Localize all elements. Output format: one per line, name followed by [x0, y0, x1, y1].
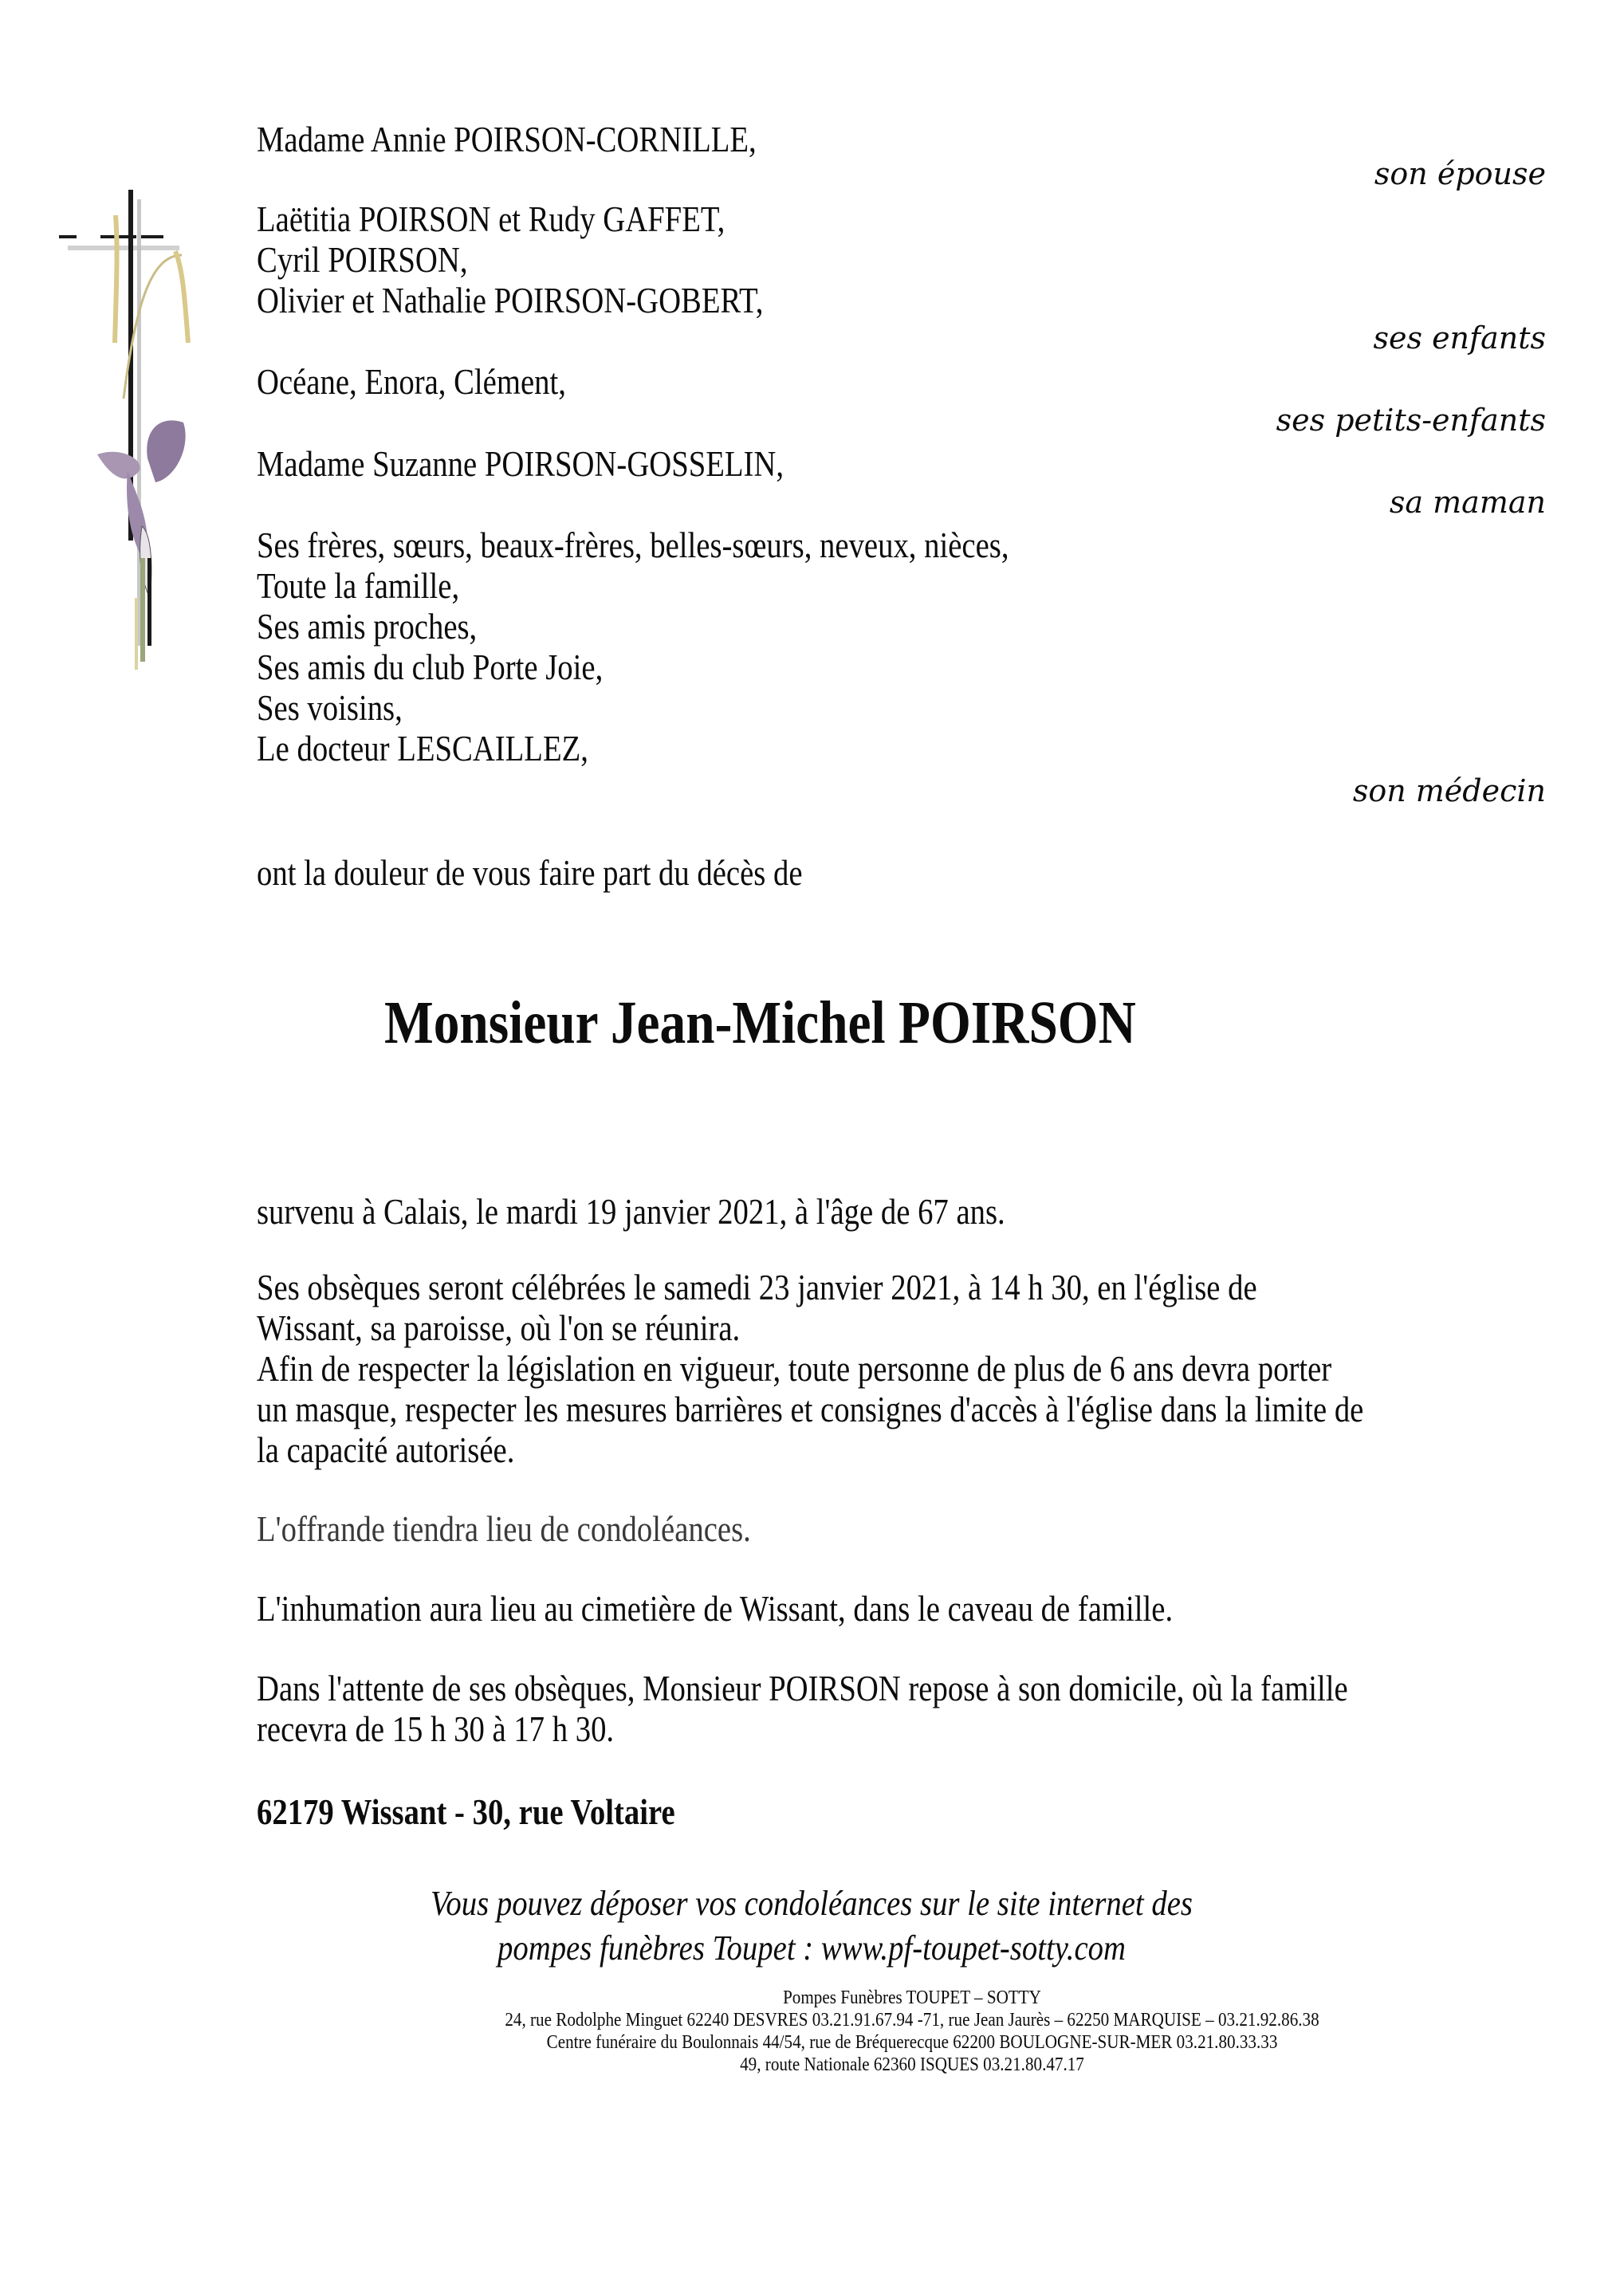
family-member-line: Ses amis du club Porte Joie, [257, 647, 604, 687]
funeral-home-address-line: 24, rue Rodolphe Minguet 62240 DESVRES 03.21.91.67.94 -71, rue Jean Jaurès – 62250 MARQUISE – 03.21.92.86.38 [505, 2010, 1319, 2031]
family-member-line: Cyril POIRSON, [257, 240, 468, 280]
offering-text: L'offrande tiendra lieu de condoléances. [257, 1509, 751, 1549]
visitation-line: recevra de 15 h 30 à 17 h 30. [257, 1709, 615, 1749]
funeral-home-address-line: Centre funéraire du Boulonnais 44/54, rue de Bréquerecque 62200 BOULOGNE-SUR-MER 03.21.80.33.33 [546, 2032, 1278, 2053]
family-member-line: Le docteur LESCAILLEZ, [257, 729, 588, 769]
condolences-line: pompes funèbres Toupet : www.pf-toupet-sotty.com [497, 1928, 1126, 1968]
funeral-details-line: Afin de respecter la législation en vigueur, toute personne de plus de 6 ans devra porter [257, 1349, 1332, 1389]
relationship-label: sa maman [1389, 485, 1546, 520]
home-address: 62179 Wissant - 30, rue Voltaire [257, 1792, 675, 1832]
family-member-line: Madame Suzanne POIRSON-GOSSELIN, [257, 444, 784, 484]
family-member-line: Océane, Enora, Clément, [257, 362, 566, 402]
relationship-label: son médecin [1352, 773, 1546, 808]
death-details: survenu à Calais, le mardi 19 janvier 2021, à l'âge de 67 ans. [257, 1192, 1005, 1232]
relationship-label: son épouse [1374, 156, 1546, 191]
condolences-line: Vous pouvez déposer vos condoléances sur le site internet des [431, 1884, 1193, 1923]
family-member-line: Madame Annie POIRSON-CORNILLE, [257, 120, 757, 159]
family-member-line: Ses frères, sœurs, beaux-frères, belles-sœurs, neveux, nièces, [257, 525, 1009, 565]
family-member-line: Olivier et Nathalie POIRSON-GOBERT, [257, 281, 764, 320]
funeral-home-address-line: 49, route Nationale 62360 ISQUES 03.21.80.47.17 [740, 2054, 1084, 2075]
family-member-line: Ses amis proches, [257, 607, 478, 647]
funeral-details-line: la capacité autorisée. [257, 1430, 515, 1470]
family-member-line: Laëtitia POIRSON et Rudy GAFFET, [257, 199, 725, 239]
deceased-name: Monsieur Jean-Michel POIRSON [384, 989, 1136, 1056]
relationship-label: ses enfants [1373, 320, 1546, 356]
cross-with-calla-lily-and-wheat-icon [48, 183, 191, 678]
family-member-line: Ses voisins, [257, 688, 403, 728]
funeral-home-name: Pompes Funèbres TOUPET – SOTTY [783, 1987, 1041, 2008]
funeral-details-line: un masque, respecter les mesures barrières et consignes d'accès à l'église dans la limite de [257, 1390, 1364, 1429]
funeral-details-line: Wissant, sa paroisse, où l'on se réunira. [257, 1308, 741, 1348]
announcement-text: ont la douleur de vous faire part du décès de [257, 853, 803, 893]
funeral-details-line: Ses obsèques seront célébrées le samedi 23 janvier 2021, à 14 h 30, en l'église de [257, 1268, 1257, 1307]
family-member-line: Toute la famille, [257, 566, 460, 606]
burial-text: L'inhumation aura lieu au cimetière de Wissant, dans le caveau de famille. [257, 1589, 1174, 1629]
relationship-label: ses petits-enfants [1276, 403, 1546, 438]
visitation-line: Dans l'attente de ses obsèques, Monsieur POIRSON repose à son domicile, où la famille [257, 1669, 1348, 1708]
